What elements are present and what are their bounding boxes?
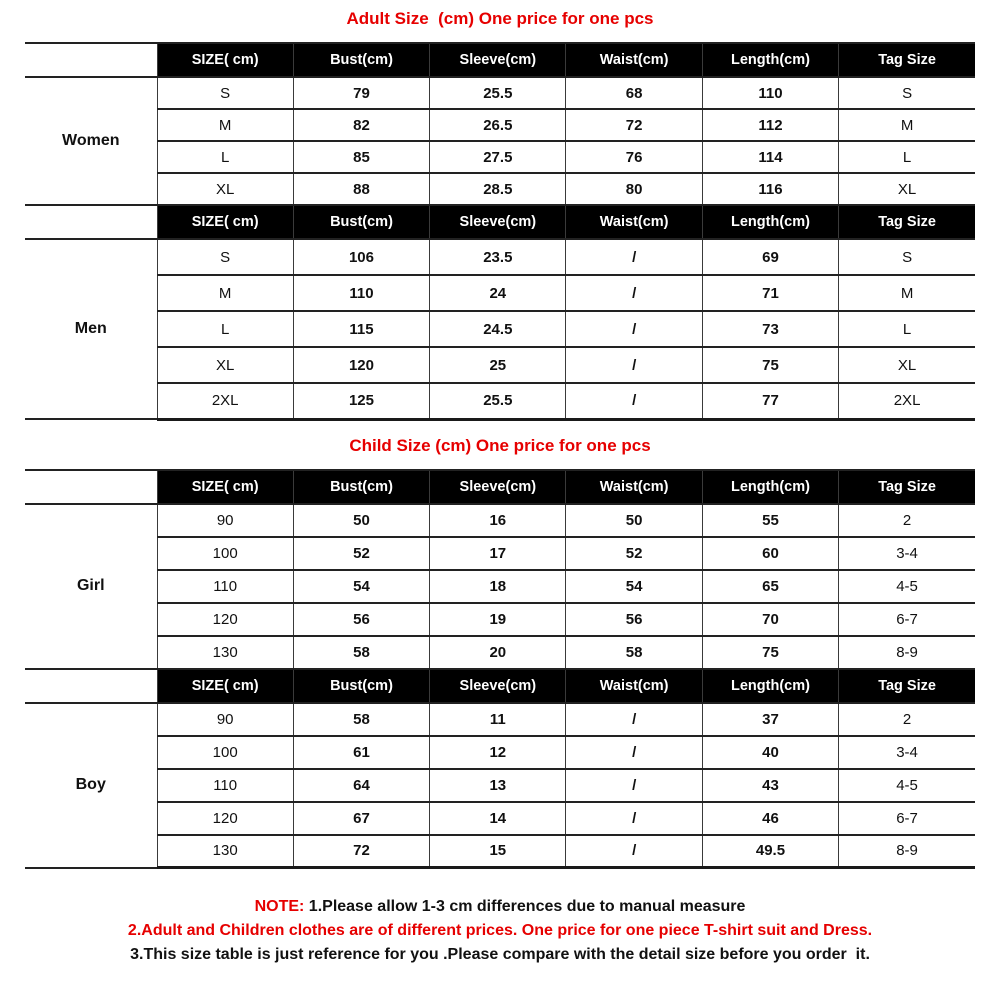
note-line: [0, 895, 1000, 919]
column-header: Bust(cm): [293, 669, 429, 703]
table-row: [25, 239, 975, 275]
column-header: Tag Size: [839, 669, 975, 703]
table-cell: 70: [702, 603, 838, 636]
table-cell: 90: [157, 703, 293, 736]
table-cell: 82: [293, 109, 429, 141]
table-cell: 25.5: [430, 77, 566, 109]
table-row: [25, 769, 975, 802]
table-cell: 2XL: [839, 383, 975, 419]
table-cell: 75: [702, 347, 838, 383]
table-cell: L: [839, 311, 975, 347]
column-header: SIZE( cm): [157, 669, 293, 703]
table-cell: 2: [839, 703, 975, 736]
column-header-row: [25, 43, 975, 77]
table-cell: 125: [293, 383, 429, 419]
table-cell: 56: [293, 603, 429, 636]
column-header: Bust(cm): [293, 205, 429, 239]
table-cell: 110: [157, 570, 293, 603]
table-cell: 8-9: [839, 835, 975, 868]
table-cell: XL: [157, 173, 293, 205]
table-row: [25, 173, 975, 205]
table-cell: /: [566, 347, 702, 383]
table-cell: 110: [157, 769, 293, 802]
table-cell: 71: [702, 275, 838, 311]
table-cell: 112: [702, 109, 838, 141]
column-header: SIZE( cm): [157, 470, 293, 504]
table-cell: S: [157, 77, 293, 109]
table-cell: 4-5: [839, 769, 975, 802]
table-cell: 15: [430, 835, 566, 868]
table-cell: 106: [293, 239, 429, 275]
table-row: [25, 603, 975, 636]
section-label: Women: [25, 77, 157, 205]
table-cell: 120: [157, 603, 293, 636]
table-row: [25, 636, 975, 669]
table-cell: /: [566, 736, 702, 769]
table-cell: 12: [430, 736, 566, 769]
table-cell: 2: [839, 504, 975, 537]
table-row: [25, 275, 975, 311]
table-cell: 20: [430, 636, 566, 669]
table-cell: 28.5: [430, 173, 566, 205]
table-cell: /: [566, 239, 702, 275]
table-cell: 54: [293, 570, 429, 603]
table-cell: 27.5: [430, 141, 566, 173]
table-cell: 120: [293, 347, 429, 383]
table-cell: 130: [157, 636, 293, 669]
column-header: Tag Size: [839, 43, 975, 77]
column-header: Bust(cm): [293, 43, 429, 77]
table-cell: 58: [293, 636, 429, 669]
column-header: Tag Size: [839, 205, 975, 239]
table-cell: 67: [293, 802, 429, 835]
table-cell: 2XL: [157, 383, 293, 419]
table-cell: 64: [293, 769, 429, 802]
table-cell: 115: [293, 311, 429, 347]
column-header: Sleeve(cm): [430, 669, 566, 703]
column-header: Tag Size: [839, 470, 975, 504]
table-cell: 80: [566, 173, 702, 205]
table-cell: 61: [293, 736, 429, 769]
table-cell: 54: [566, 570, 702, 603]
table-cell: S: [839, 239, 975, 275]
table-row: [25, 802, 975, 835]
table-cell: S: [157, 239, 293, 275]
table-cell: XL: [157, 347, 293, 383]
table-cell: M: [839, 275, 975, 311]
child-size-title: Child Size (cm) One price for one pcs: [349, 435, 651, 455]
column-header: Waist(cm): [566, 205, 702, 239]
column-header: Bust(cm): [293, 470, 429, 504]
table-cell: 110: [702, 77, 838, 109]
table-cell: L: [839, 141, 975, 173]
table-cell: 75: [702, 636, 838, 669]
column-header: Length(cm): [702, 669, 838, 703]
table-cell: 3-4: [839, 537, 975, 570]
table-row: [25, 537, 975, 570]
table-cell: 3-4: [839, 736, 975, 769]
note-line: [0, 919, 1000, 943]
table-cell: 24.5: [430, 311, 566, 347]
table-cell: 26.5: [430, 109, 566, 141]
section-label: Boy: [25, 703, 157, 868]
note-line: [0, 943, 1000, 967]
table-cell: 16: [430, 504, 566, 537]
table-cell: 55: [702, 504, 838, 537]
table-cell: /: [566, 703, 702, 736]
table-cell: 14: [430, 802, 566, 835]
column-header: Length(cm): [702, 205, 838, 239]
table-cell: 68: [566, 77, 702, 109]
child-size-table: [25, 469, 975, 870]
table-cell: M: [157, 109, 293, 141]
column-header: Sleeve(cm): [430, 470, 566, 504]
table-cell: 11: [430, 703, 566, 736]
column-header-row: [25, 470, 975, 504]
table-cell: 52: [566, 537, 702, 570]
table-cell: 120: [157, 802, 293, 835]
table-cell: 100: [157, 736, 293, 769]
table-row: [25, 141, 975, 173]
section-label: Men: [25, 239, 157, 419]
table-cell: 130: [157, 835, 293, 868]
table-row: [25, 736, 975, 769]
table-cell: 85: [293, 141, 429, 173]
table-cell: 50: [566, 504, 702, 537]
column-header: SIZE( cm): [157, 205, 293, 239]
column-header: Length(cm): [702, 470, 838, 504]
table-cell: /: [566, 311, 702, 347]
section-label: Girl: [25, 504, 157, 669]
child-size-table-body: [25, 470, 975, 868]
table-row: [25, 383, 975, 419]
table-cell: XL: [839, 173, 975, 205]
table-cell: 43: [702, 769, 838, 802]
table-cell: 25: [430, 347, 566, 383]
table-cell: /: [566, 383, 702, 419]
table-row: [25, 311, 975, 347]
label-blank-cell: [25, 470, 157, 504]
table-cell: 79: [293, 77, 429, 109]
table-cell: 40: [702, 736, 838, 769]
table-cell: 6-7: [839, 603, 975, 636]
table-cell: L: [157, 141, 293, 173]
column-header-row: [25, 669, 975, 703]
table-cell: L: [157, 311, 293, 347]
column-header-row: [25, 205, 975, 239]
table-cell: 65: [702, 570, 838, 603]
table-row: [25, 570, 975, 603]
column-header: Waist(cm): [566, 470, 702, 504]
table-cell: 77: [702, 383, 838, 419]
column-header: Sleeve(cm): [430, 205, 566, 239]
table-cell: M: [839, 109, 975, 141]
table-cell: XL: [839, 347, 975, 383]
table-cell: 58: [293, 703, 429, 736]
table-row: [25, 347, 975, 383]
table-cell: /: [566, 275, 702, 311]
table-cell: 23.5: [430, 239, 566, 275]
table-cell: 58: [566, 636, 702, 669]
table-cell: 100: [157, 537, 293, 570]
table-cell: 46: [702, 802, 838, 835]
column-header: Length(cm): [702, 43, 838, 77]
table-cell: 52: [293, 537, 429, 570]
table-cell: /: [566, 835, 702, 868]
table-cell: 37: [702, 703, 838, 736]
adult-size-table-body: [25, 43, 975, 419]
column-header: Sleeve(cm): [430, 43, 566, 77]
table-cell: /: [566, 769, 702, 802]
adult-size-title: Adult Size (cm) One price for one pcs: [346, 9, 654, 28]
note-text: 3.This size table is just reference for you .Please compare with the detail size before you order it.: [130, 946, 870, 963]
table-cell: 8-9: [839, 636, 975, 669]
table-cell: 6-7: [839, 802, 975, 835]
note-text: NOTE:: [254, 898, 309, 915]
table-cell: 24: [430, 275, 566, 311]
column-header: Waist(cm): [566, 43, 702, 77]
table-cell: 69: [702, 239, 838, 275]
column-header: Waist(cm): [566, 669, 702, 703]
table-cell: 18: [430, 570, 566, 603]
column-header: SIZE( cm): [157, 43, 293, 77]
table-cell: 60: [702, 537, 838, 570]
label-blank-cell: [25, 43, 157, 77]
table-cell: 13: [430, 769, 566, 802]
table-row: [25, 109, 975, 141]
table-cell: 76: [566, 141, 702, 173]
table-cell: 17: [430, 537, 566, 570]
table-row: [25, 703, 975, 736]
table-cell: 72: [293, 835, 429, 868]
table-cell: 88: [293, 173, 429, 205]
adult-size-table: [25, 42, 975, 421]
note-text: 1.Please allow 1-3 cm differences due to manual measure: [308, 898, 746, 915]
table-cell: 90: [157, 504, 293, 537]
table-cell: S: [839, 77, 975, 109]
label-blank-cell: [25, 669, 157, 703]
table-cell: 4-5: [839, 570, 975, 603]
table-row: [25, 504, 975, 537]
table-row: [25, 835, 975, 868]
table-cell: 72: [566, 109, 702, 141]
table-cell: 19: [430, 603, 566, 636]
table-cell: 49.5: [702, 835, 838, 868]
notes-block: [0, 895, 1000, 967]
table-cell: 50: [293, 504, 429, 537]
label-blank-cell: [25, 205, 157, 239]
note-text: 2.Adult and Children clothes are of different prices. One price for one piece T-shirt suit and Dress.: [127, 922, 873, 939]
table-cell: 25.5: [430, 383, 566, 419]
table-cell: M: [157, 275, 293, 311]
table-cell: 73: [702, 311, 838, 347]
table-cell: 116: [702, 173, 838, 205]
table-cell: 110: [293, 275, 429, 311]
table-row: [25, 77, 975, 109]
table-cell: /: [566, 802, 702, 835]
table-cell: 56: [566, 603, 702, 636]
table-cell: 114: [702, 141, 838, 173]
